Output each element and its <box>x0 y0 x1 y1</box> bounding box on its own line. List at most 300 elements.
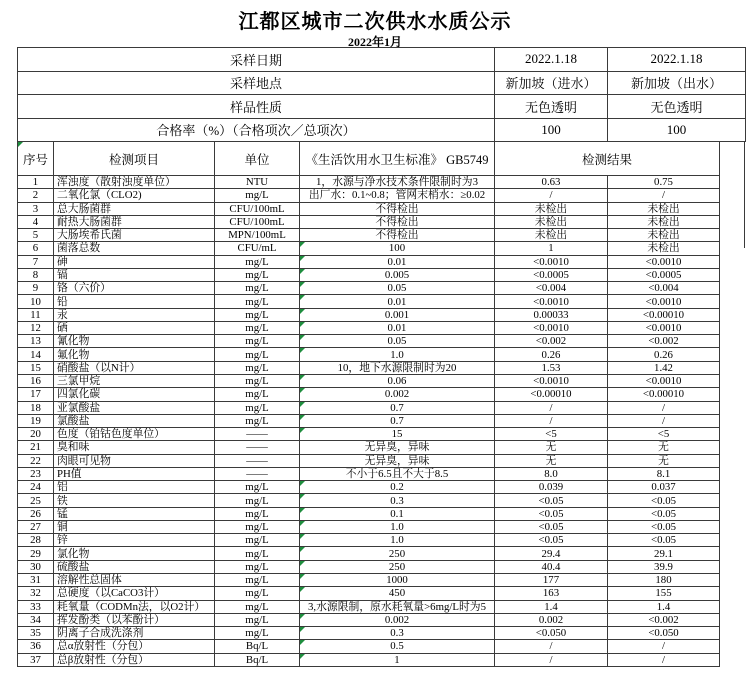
item-name: 硒 <box>54 321 215 334</box>
standard-limit: 3,水源限制，原水耗氧量>6mg/L时为5 <box>300 600 495 613</box>
result-outlet: 无 <box>608 454 720 467</box>
info-value-outlet: 100 <box>608 118 746 142</box>
standard-limit: 0.7 <box>300 414 495 427</box>
table-row <box>18 520 720 533</box>
result-inlet: / <box>495 401 608 414</box>
result-outlet: <5 <box>608 428 720 441</box>
table-row <box>18 414 720 427</box>
table-row <box>18 335 720 348</box>
result-outlet: <0.0005 <box>608 268 720 281</box>
standard-limit: 1，水源与净水技术条件限制时为3 <box>300 176 495 189</box>
item-name: 铬（六价） <box>54 282 215 295</box>
row-index: 4 <box>18 215 54 228</box>
table-row <box>18 308 720 321</box>
table-row <box>18 534 720 547</box>
result-inlet: <0.05 <box>495 520 608 533</box>
standard-limit: 250 <box>300 547 495 560</box>
result-inlet: 未检出 <box>495 215 608 228</box>
excel-error-marker <box>300 282 305 287</box>
unit: —— <box>215 441 300 454</box>
result-inlet: 0.002 <box>495 613 608 626</box>
excel-error-marker <box>300 348 305 353</box>
unit: CFU/mL <box>215 242 300 255</box>
standard-limit: 0.002 <box>300 388 495 401</box>
unit: mg/L <box>215 600 300 613</box>
result-outlet: <0.004 <box>608 282 720 295</box>
row-index: 23 <box>18 467 54 480</box>
row-index: 3 <box>18 202 54 215</box>
item-name: 阴离子合成洗涤剂 <box>54 627 215 640</box>
item-name: PH值 <box>54 467 215 480</box>
result-inlet: 0.26 <box>495 348 608 361</box>
result-inlet: <0.0005 <box>495 268 608 281</box>
table-row <box>18 388 720 401</box>
unit: mg/L <box>215 587 300 600</box>
standard-limit: 0.06 <box>300 374 495 387</box>
result-inlet: 无 <box>495 454 608 467</box>
table-row <box>18 428 720 441</box>
standard-limit: 0.01 <box>300 295 495 308</box>
table-row <box>18 401 720 414</box>
table-row <box>18 215 720 228</box>
result-inlet: / <box>495 189 608 202</box>
item-name: 总α放射性（分包） <box>54 640 215 653</box>
info-value-inlet: 新加坡（进水） <box>495 71 608 95</box>
item-name: 色度（铂钴色度单位） <box>54 428 215 441</box>
row-index: 20 <box>18 428 54 441</box>
item-name: 菌落总数 <box>54 242 215 255</box>
info-row <box>18 118 746 142</box>
item-name: 大肠埃希氏菌 <box>54 229 215 242</box>
row-index: 29 <box>18 547 54 560</box>
result-inlet: / <box>495 640 608 653</box>
table-header-row <box>18 142 720 176</box>
unit: mg/L <box>215 494 300 507</box>
table-row <box>18 242 720 255</box>
item-name: 耗氧量（CODMn法，以O2计） <box>54 600 215 613</box>
unit: mg/L <box>215 520 300 533</box>
standard-limit: 0.1 <box>300 507 495 520</box>
unit: mg/L <box>215 401 300 414</box>
unit: —— <box>215 428 300 441</box>
result-outlet: <0.002 <box>608 335 720 348</box>
result-inlet: <0.05 <box>495 507 608 520</box>
col-header-index-label: 序号 <box>22 152 48 167</box>
unit: Bq/L <box>215 640 300 653</box>
item-name: 三氯甲烷 <box>54 374 215 387</box>
unit: CFU/100mL <box>215 215 300 228</box>
info-label: 采样日期 <box>18 48 495 72</box>
result-inlet: <0.05 <box>495 534 608 547</box>
standard-limit: 15 <box>300 428 495 441</box>
row-index: 35 <box>18 627 54 640</box>
unit: mg/L <box>215 321 300 334</box>
table-row <box>18 547 720 560</box>
standard-limit: 0.05 <box>300 282 495 295</box>
info-row <box>18 95 746 119</box>
item-name: 亚氯酸盐 <box>54 401 215 414</box>
result-outlet: 180 <box>608 573 720 586</box>
table-row <box>18 361 720 374</box>
standard-limit: 0.01 <box>300 321 495 334</box>
unit: mg/L <box>215 573 300 586</box>
excel-error-marker <box>300 574 305 579</box>
result-inlet: / <box>495 414 608 427</box>
excel-error-marker <box>300 269 305 274</box>
unit: mg/L <box>215 374 300 387</box>
item-name: 挥发酚类（以苯酚计） <box>54 613 215 626</box>
table-row <box>18 481 720 494</box>
standard-limit: 不小于6.5且不大于8.5 <box>300 467 495 480</box>
excel-error-marker <box>300 654 305 659</box>
unit: Bq/L <box>215 653 300 666</box>
excel-error-marker <box>300 256 305 261</box>
item-name: 二氧化氯（CLO2) <box>54 189 215 202</box>
result-outlet: 0.75 <box>608 176 720 189</box>
standard-limit: 不得检出 <box>300 215 495 228</box>
excel-error-marker <box>300 388 305 393</box>
result-outlet: 无 <box>608 441 720 454</box>
result-inlet: 无 <box>495 441 608 454</box>
result-outlet: 0.26 <box>608 348 720 361</box>
result-outlet: 29.1 <box>608 547 720 560</box>
row-index: 9 <box>18 282 54 295</box>
table-row <box>18 653 720 666</box>
result-outlet: <0.05 <box>608 494 720 507</box>
standard-limit: 0.002 <box>300 613 495 626</box>
row-index: 8 <box>18 268 54 281</box>
table-row <box>18 467 720 480</box>
result-outlet: <0.05 <box>608 520 720 533</box>
sampling-info-body <box>18 48 746 142</box>
result-outlet: <0.0010 <box>608 374 720 387</box>
table-row <box>18 268 720 281</box>
info-value-outlet: 2022.1.18 <box>608 48 746 72</box>
row-index: 30 <box>18 560 54 573</box>
standard-limit: 不得检出 <box>300 229 495 242</box>
standard-limit: 1.0 <box>300 348 495 361</box>
standard-limit: 1.0 <box>300 534 495 547</box>
result-inlet: 0.63 <box>495 176 608 189</box>
row-index: 13 <box>18 335 54 348</box>
excel-error-marker <box>300 494 305 499</box>
item-name: 氟化物 <box>54 348 215 361</box>
result-inlet: 0.00033 <box>495 308 608 321</box>
standard-limit: 不得检出 <box>300 202 495 215</box>
standard-limit: 出厂水：0.1~0.8；管网末梢水：≥0.02 <box>300 189 495 202</box>
row-index: 10 <box>18 295 54 308</box>
table-row <box>18 640 720 653</box>
result-outlet: / <box>608 189 720 202</box>
result-outlet: <0.050 <box>608 627 720 640</box>
result-inlet: <0.0010 <box>495 295 608 308</box>
table-row <box>18 176 720 189</box>
excel-error-marker <box>300 402 305 407</box>
result-outlet: / <box>608 401 720 414</box>
row-index: 18 <box>18 401 54 414</box>
item-name: 氯化物 <box>54 547 215 560</box>
row-index: 22 <box>18 454 54 467</box>
standard-limit: 0.2 <box>300 481 495 494</box>
standard-limit: 0.3 <box>300 494 495 507</box>
row-index: 37 <box>18 653 54 666</box>
unit: NTU <box>215 176 300 189</box>
unit: mg/L <box>215 268 300 281</box>
unit: mg/L <box>215 627 300 640</box>
excel-error-marker <box>300 561 305 566</box>
result-outlet: / <box>608 640 720 653</box>
result-outlet: <0.05 <box>608 534 720 547</box>
excel-error-marker <box>300 375 305 380</box>
item-name: 浑浊度（散射浊度单位） <box>54 176 215 189</box>
info-value-inlet: 100 <box>495 118 608 142</box>
item-name: 总硬度（以CaCO3计） <box>54 587 215 600</box>
row-index: 14 <box>18 348 54 361</box>
info-value-outlet: 无色透明 <box>608 95 746 119</box>
unit: mg/L <box>215 348 300 361</box>
row-index: 27 <box>18 520 54 533</box>
excel-error-marker <box>300 508 305 513</box>
report-month: 2022年1月 <box>347 35 402 49</box>
excel-error-marker <box>300 481 305 486</box>
standard-limit: 无异臭，异味 <box>300 454 495 467</box>
row-index: 15 <box>18 361 54 374</box>
item-name: 氯酸盐 <box>54 414 215 427</box>
table-row <box>18 560 720 573</box>
table-row <box>18 454 720 467</box>
row-index: 2 <box>18 189 54 202</box>
item-name: 镉 <box>54 268 215 281</box>
table-row <box>18 587 720 600</box>
row-index: 6 <box>18 242 54 255</box>
standard-limit: 450 <box>300 587 495 600</box>
result-outlet: 未检出 <box>608 242 720 255</box>
result-outlet: 8.1 <box>608 467 720 480</box>
result-outlet: / <box>608 414 720 427</box>
table-row <box>18 189 720 202</box>
row-index: 31 <box>18 573 54 586</box>
standard-limit: 0.3 <box>300 627 495 640</box>
table-row <box>18 229 720 242</box>
excel-error-marker <box>300 295 305 300</box>
result-inlet: <0.05 <box>495 494 608 507</box>
standard-limit: 1.0 <box>300 520 495 533</box>
result-inlet: <0.002 <box>495 335 608 348</box>
result-inlet: <0.00010 <box>495 388 608 401</box>
item-name: 肉眼可见物 <box>54 454 215 467</box>
unit: mg/L <box>215 534 300 547</box>
item-name: 锰 <box>54 507 215 520</box>
info-value-inlet: 2022.1.18 <box>495 48 608 72</box>
unit: CFU/100mL <box>215 202 300 215</box>
result-outlet: 155 <box>608 587 720 600</box>
result-inlet: 1 <box>495 242 608 255</box>
row-index: 24 <box>18 481 54 494</box>
result-inlet: <0.0010 <box>495 321 608 334</box>
result-outlet: <0.002 <box>608 613 720 626</box>
result-outlet: <0.00010 <box>608 308 720 321</box>
standard-limit: 0.005 <box>300 268 495 281</box>
standard-limit: 1000 <box>300 573 495 586</box>
result-inlet: <0.0010 <box>495 374 608 387</box>
row-index: 11 <box>18 308 54 321</box>
result-outlet: <0.05 <box>608 507 720 520</box>
item-name: 四氯化碳 <box>54 388 215 401</box>
unit: mg/L <box>215 255 300 268</box>
result-outlet: 39.9 <box>608 560 720 573</box>
result-inlet: <0.050 <box>495 627 608 640</box>
excel-error-marker <box>300 614 305 619</box>
row-index: 26 <box>18 507 54 520</box>
unit: mg/L <box>215 507 300 520</box>
unit: mg/L <box>215 308 300 321</box>
result-inlet: 1.53 <box>495 361 608 374</box>
excel-error-marker <box>300 309 305 314</box>
row-index: 5 <box>18 229 54 242</box>
result-outlet: <0.0010 <box>608 255 720 268</box>
table-row <box>18 441 720 454</box>
standard-limit: 0.001 <box>300 308 495 321</box>
result-inlet: 8.0 <box>495 467 608 480</box>
result-outlet: / <box>608 653 720 666</box>
unit: mg/L <box>215 560 300 573</box>
standard-limit: 250 <box>300 560 495 573</box>
table-row <box>18 282 720 295</box>
table-row <box>18 202 720 215</box>
col-header-index <box>18 142 54 176</box>
row-index: 1 <box>18 176 54 189</box>
unit: mg/L <box>215 335 300 348</box>
result-inlet: 163 <box>495 587 608 600</box>
result-outlet: 未检出 <box>608 229 720 242</box>
row-index: 19 <box>18 414 54 427</box>
page-title: 江都区城市二次供水水质公示 <box>238 11 512 33</box>
item-name: 总β放射性（分包） <box>54 653 215 666</box>
table-row <box>18 573 720 586</box>
table-row <box>18 374 720 387</box>
row-index: 25 <box>18 494 54 507</box>
standard-limit: 0.01 <box>300 255 495 268</box>
unit: mg/L <box>215 189 300 202</box>
standard-limit: 0.05 <box>300 335 495 348</box>
table-row <box>18 295 720 308</box>
info-row <box>18 71 746 95</box>
result-outlet: 1.42 <box>608 361 720 374</box>
item-name: 耐热大肠菌群 <box>54 215 215 228</box>
table-row <box>18 321 720 334</box>
item-name: 硫酸盐 <box>54 560 215 573</box>
info-value-outlet: 新加坡（出水） <box>608 71 746 95</box>
excel-error-marker <box>300 335 305 340</box>
unit: mg/L <box>215 414 300 427</box>
excel-error-marker <box>300 547 305 552</box>
unit: MPN/100mL <box>215 229 300 242</box>
standard-limit: 1 <box>300 653 495 666</box>
unit: mg/L <box>215 388 300 401</box>
excel-error-marker <box>300 428 305 433</box>
unit: mg/L <box>215 481 300 494</box>
table-row <box>18 627 720 640</box>
unit: mg/L <box>215 361 300 374</box>
item-name: 铁 <box>54 494 215 507</box>
result-inlet: 177 <box>495 573 608 586</box>
item-name: 砷 <box>54 255 215 268</box>
standard-limit: 10，地下水源限制时为20 <box>300 361 495 374</box>
item-name: 铅 <box>54 295 215 308</box>
col-header-standard: 《生活饮用水卫生标准》 GB5749 <box>300 142 495 176</box>
col-header-result: 检测结果 <box>495 142 720 176</box>
excel-error-marker <box>300 415 305 420</box>
standard-limit: 0.5 <box>300 640 495 653</box>
result-inlet: 40.4 <box>495 560 608 573</box>
row-index: 21 <box>18 441 54 454</box>
table-row <box>18 600 720 613</box>
sampling-info-table <box>17 47 746 142</box>
item-name: 臭和味 <box>54 441 215 454</box>
info-row <box>18 48 746 72</box>
table-row <box>18 348 720 361</box>
result-outlet: 未检出 <box>608 215 720 228</box>
excel-error-marker <box>300 242 305 247</box>
result-inlet: 未检出 <box>495 229 608 242</box>
result-inlet: 未检出 <box>495 202 608 215</box>
excel-error-marker <box>300 640 305 645</box>
standard-limit: 无异臭，异味 <box>300 441 495 454</box>
row-index: 17 <box>18 388 54 401</box>
unit: —— <box>215 454 300 467</box>
standard-limit: 0.7 <box>300 401 495 414</box>
item-name: 氰化物 <box>54 335 215 348</box>
col-header-unit: 单位 <box>215 142 300 176</box>
item-name: 溶解性总固体 <box>54 573 215 586</box>
results-tbody <box>18 176 720 667</box>
result-inlet: <0.0010 <box>495 255 608 268</box>
right-border-segment <box>744 141 745 248</box>
table-row <box>18 255 720 268</box>
row-index: 33 <box>18 600 54 613</box>
excel-error-marker <box>300 587 305 592</box>
row-index: 12 <box>18 321 54 334</box>
row-index: 28 <box>18 534 54 547</box>
info-value-inlet: 无色透明 <box>495 95 608 119</box>
unit: mg/L <box>215 282 300 295</box>
row-index: 32 <box>18 587 54 600</box>
excel-error-marker <box>300 322 305 327</box>
unit: mg/L <box>215 295 300 308</box>
col-header-item: 检测项目 <box>54 142 215 176</box>
unit: —— <box>215 467 300 480</box>
standard-limit: 100 <box>300 242 495 255</box>
info-label: 样品性质 <box>18 95 495 119</box>
result-outlet: <0.00010 <box>608 388 720 401</box>
row-index: 34 <box>18 613 54 626</box>
result-inlet: <5 <box>495 428 608 441</box>
item-name: 锌 <box>54 534 215 547</box>
info-label: 采样地点 <box>18 71 495 95</box>
result-inlet: 1.4 <box>495 600 608 613</box>
row-index: 16 <box>18 374 54 387</box>
item-name: 硝酸盐（以N计） <box>54 361 215 374</box>
result-outlet: <0.0010 <box>608 321 720 334</box>
result-outlet: <0.0010 <box>608 295 720 308</box>
table-row <box>18 613 720 626</box>
table-row <box>18 494 720 507</box>
row-index: 7 <box>18 255 54 268</box>
result-outlet: 1.4 <box>608 600 720 613</box>
excel-error-marker <box>18 142 23 147</box>
item-name: 铜 <box>54 520 215 533</box>
result-inlet: 29.4 <box>495 547 608 560</box>
